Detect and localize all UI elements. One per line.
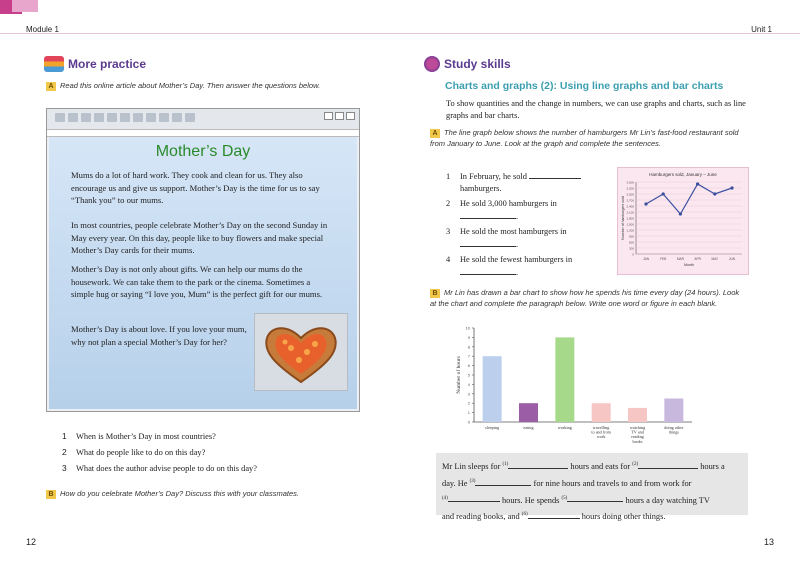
line-y-tick-label: 900	[628, 234, 634, 239]
line-task-text: The line graph below shows the number of hamburgers Mr Lin’s fast-food restaurant sold from January to June. Look at the graph and complete the sentences.	[430, 128, 739, 148]
line-point	[730, 186, 733, 189]
mail-icon[interactable]	[159, 113, 169, 122]
browser-toolbar	[47, 109, 359, 130]
line-y-tick-label: 3,000	[626, 192, 634, 197]
bar-task-badge: B	[430, 289, 440, 298]
bar-0	[483, 356, 502, 422]
line-point	[696, 182, 699, 185]
bar-3	[592, 403, 611, 422]
bar-5	[664, 399, 683, 423]
forward-icon[interactable]	[68, 113, 78, 122]
summary-paragraph: Mr Lin sleeps for $^{(1)}$ hours and eats for $^{(2)}$ hours a day. He $^{(3)}$ for nine hours and travels to and from work for $^{(4)}$ hours. He spends $^{(5)}$ hours a day watching TV and reading books, and $^{(6)}$ hours doing other things.	[436, 453, 748, 515]
line-x-tick-label: APR	[694, 257, 701, 261]
line-task-badge: A	[430, 129, 440, 138]
bar-4	[628, 408, 647, 422]
summary-blank-4[interactable]	[448, 493, 500, 502]
task-a-badge: A	[46, 82, 56, 91]
bar-y-tick-label: 3	[467, 391, 470, 397]
line-y-tick-label: 3,300	[626, 186, 634, 191]
line-task-instruction	[430, 127, 746, 149]
line-x-tick-label: MAR	[676, 257, 684, 261]
bar-y-axis-label: Number of hours	[456, 356, 462, 394]
bar-2	[555, 337, 574, 422]
question-2: 2 What do people like to do on this day?	[62, 447, 206, 457]
home-icon[interactable]	[107, 113, 117, 122]
bar-y-tick-label: 8	[467, 344, 470, 350]
line-y-tick-label: 3,600	[626, 180, 634, 185]
minimize-icon[interactable]	[324, 112, 333, 120]
bar-y-tick-label: 4	[467, 381, 470, 387]
task-b-badge: B	[46, 490, 56, 499]
bar-y-tick-label: 9	[467, 334, 470, 340]
bar-y-tick-label: 0	[467, 419, 470, 425]
answer-blank[interactable]	[460, 210, 516, 219]
answer-blank[interactable]	[529, 170, 581, 179]
edit-icon[interactable]	[185, 113, 195, 122]
line-y-tick-label: 300	[628, 246, 634, 251]
line-chart-title: Hamburgers sold, January – June	[649, 172, 717, 177]
article-paragraph-4: Mother’s Day is about love. If you love your mum, why not plan a special Mother’s Day for her?	[71, 324, 247, 347]
line-point	[662, 192, 665, 195]
summary-blank-2[interactable]	[638, 460, 698, 469]
line-question-3: 3 He sold the most hamburgers in .	[446, 227, 567, 249]
history-icon[interactable]	[146, 113, 156, 122]
answer-blank[interactable]	[460, 266, 516, 275]
article-content	[49, 137, 357, 409]
line-x-tick-label: FEB	[660, 257, 667, 261]
favorites-icon[interactable]	[133, 113, 143, 122]
line-y-axis-label: Number of hamburgers sold	[621, 196, 625, 240]
bar-y-tick-label: 10	[465, 325, 470, 331]
bar-category-label: watching TV and reading books	[629, 425, 646, 444]
bar-1	[519, 403, 538, 422]
browser-window	[46, 108, 360, 412]
back-icon[interactable]	[55, 113, 65, 122]
line-y-tick-label: 2,400	[626, 204, 634, 209]
line-series	[646, 184, 732, 214]
bar-y-tick-label: 7	[467, 353, 470, 359]
question-3: 3 What does the author advise people to do on this day?	[62, 463, 257, 473]
task-a-text: Read this online article about Mother’s Day. Then answer the questions below.	[60, 81, 321, 90]
heart-cake-image	[254, 313, 348, 391]
line-y-tick-label: 0	[632, 252, 634, 257]
line-question-1: 1 In February, he sold hamburgers.	[446, 170, 611, 195]
line-question-2: 2 He sold 3,000 hamburgers in .	[446, 199, 557, 221]
close-icon[interactable]	[346, 112, 355, 120]
bar-category-label: sleeping	[485, 425, 500, 430]
line-x-tick-label: JAN	[642, 257, 650, 261]
task-b-text: How do you celebrate Mother’s Day? Discuss this with your classmates.	[60, 489, 299, 498]
article-paragraph-3: Mother’s Day is not only about gifts. We can help our mums do the housework. We can take them to the park or the cinema. Sometimes a simple hug or saying “I love you, Mum” is the perfect gift for our mums.	[71, 264, 323, 300]
bar-task-instruction	[430, 287, 746, 309]
line-y-tick-label: 2,100	[626, 210, 634, 215]
corner-decoration-light	[12, 0, 38, 12]
study-skills-title: Study skills	[444, 57, 511, 71]
summary-blank-6[interactable]	[528, 510, 580, 519]
line-x-tick-label: MAY	[711, 257, 719, 261]
summary-blank-1[interactable]	[508, 460, 568, 469]
article-paragraph-2: In most countries, people celebrate Mother’s Day on the second Sunday in May every year. On this day, people like to buy flowers and make special Mother’s Day cards for their mums.	[71, 220, 328, 256]
unit-label: Unit 1	[751, 25, 772, 34]
line-y-tick-label: 600	[628, 240, 634, 245]
bar-category-label: eating	[523, 425, 534, 430]
bar-category-label: doing other things	[664, 425, 684, 435]
search-icon[interactable]	[120, 113, 130, 122]
more-practice-heading	[44, 56, 146, 72]
task-b-instruction	[46, 488, 366, 499]
maximize-icon[interactable]	[335, 112, 344, 120]
books-icon	[44, 56, 64, 72]
line-question-4: 4 He sold the fewest hamburgers in .	[446, 255, 573, 277]
more-practice-title: More practice	[68, 57, 147, 71]
address-bar[interactable]	[47, 130, 359, 137]
study-skills-subtitle: Charts and graphs (2): Using line graphs and bar charts	[445, 80, 724, 92]
header-divider	[0, 33, 800, 34]
article-paragraph-1: Mums do a lot of hard work. They cook and clean for us. They also encourage us and give us support. Mother’s Day is the time for us to say “Thank you” to our mums.	[71, 170, 320, 206]
line-y-tick-label: 2,700	[626, 198, 634, 203]
left-page-number: 12	[26, 537, 37, 547]
question-1: 1 When is Mother’s Day in most countries?	[62, 431, 216, 441]
bar-category-label: travelling to and from work	[591, 425, 611, 440]
line-point	[644, 202, 647, 205]
line-y-tick-label: 1,800	[626, 216, 634, 221]
bar-y-tick-label: 2	[467, 400, 470, 406]
right-page-number: 13	[763, 537, 774, 547]
line-x-tick-label: JUN	[728, 257, 736, 261]
line-x-axis-label: Month	[684, 263, 694, 267]
top-bar	[0, 0, 800, 22]
article-title: Mother’s Day	[155, 143, 251, 160]
bar-category-label: working	[557, 425, 572, 430]
line-y-tick-label: 1,200	[626, 228, 634, 233]
answer-blank[interactable]	[460, 238, 516, 247]
summary-blank-5[interactable]	[567, 493, 623, 502]
line-point	[713, 192, 716, 195]
intro-text: To show quantities and the change in numbers, we can use graphs and charts, such as line graphs and bar charts.	[446, 99, 746, 120]
bar-chart	[452, 322, 697, 447]
task-a-instruction	[46, 80, 366, 91]
bar-y-tick-label: 1	[467, 410, 470, 416]
print-icon[interactable]	[172, 113, 182, 122]
line-point	[679, 212, 682, 215]
study-skills-heading	[424, 56, 511, 72]
summary-blank-3[interactable]	[475, 477, 531, 486]
compass-icon	[424, 56, 440, 72]
module-label: Module 1	[26, 25, 59, 34]
bar-task-text: Mr Lin has drawn a bar chart to show how he spends his time every day (24 hours). Look at the chart and complete the paragraph below. Write one word or figure in each blank.	[430, 288, 740, 308]
line-graph-svg	[618, 168, 748, 274]
refresh-icon[interactable]	[94, 113, 104, 122]
stop-icon[interactable]	[81, 113, 91, 122]
line-graph	[617, 167, 749, 275]
line-y-tick-label: 1,500	[626, 222, 634, 227]
bar-y-tick-label: 6	[467, 363, 470, 369]
bar-y-tick-label: 5	[467, 372, 470, 378]
